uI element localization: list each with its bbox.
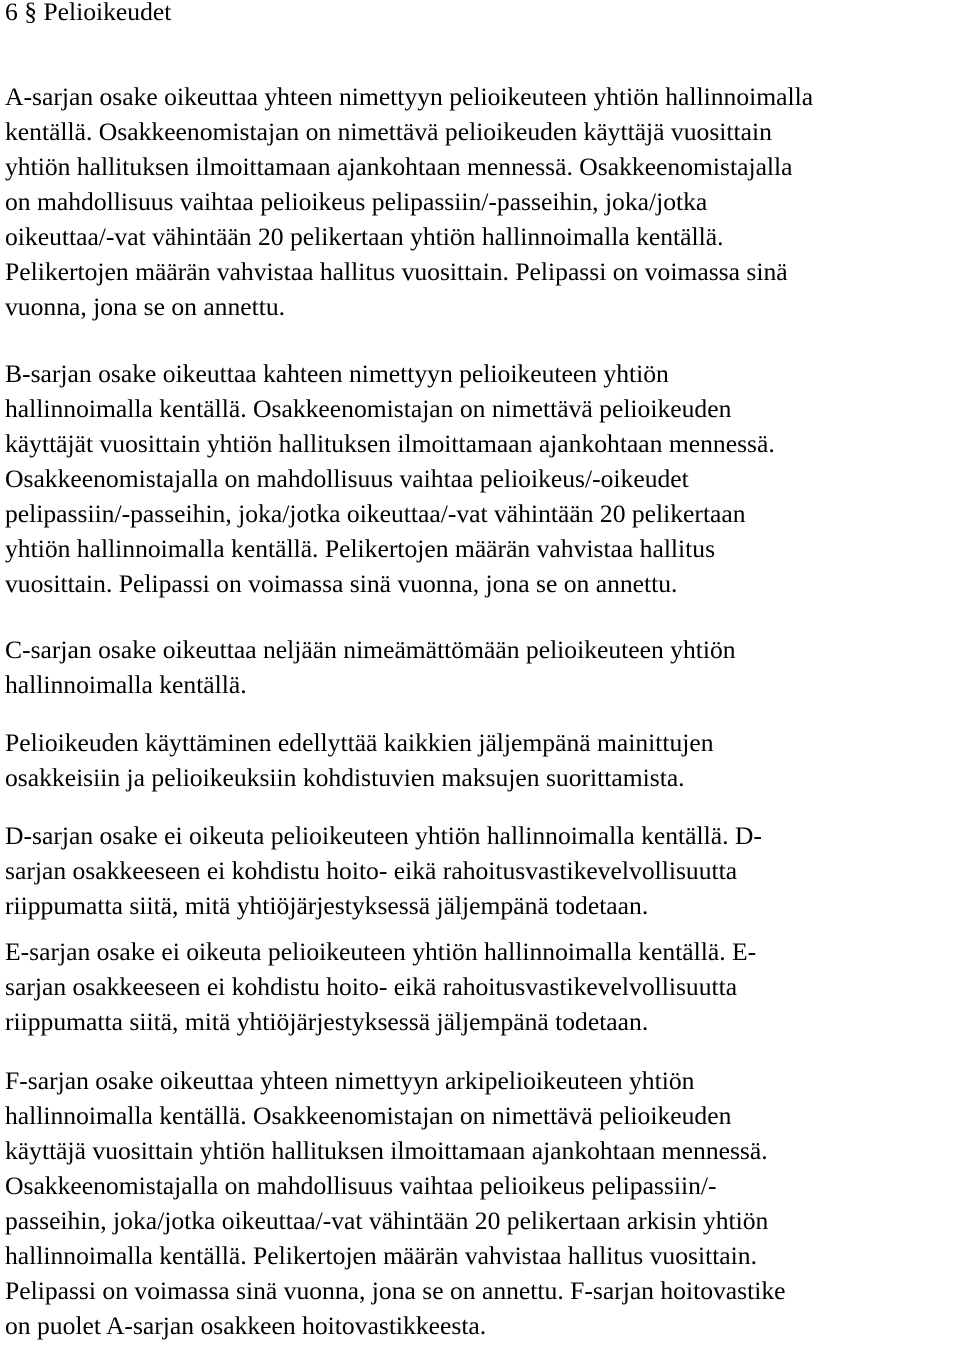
paragraph-line: A-sarjan osake oikeuttaa yhteen nimettyyn pelioikeuteen yhtiön hallinnoimalla xyxy=(5,82,814,111)
paragraph-line: Pelikertojen määrän vahvistaa hallitus vuosittain. Pelipassi on voimassa sinä xyxy=(5,257,788,286)
paragraph-line: passeihin, joka/jotka oikeuttaa/-vat vähintään 20 pelikertaan arkisin yhtiön xyxy=(5,1206,769,1235)
section-title: 6 § Pelioikeudet xyxy=(5,0,172,26)
paragraph-line: osakkeisiin ja pelioikeuksiin kohdistuvien maksujen suorittamista. xyxy=(5,763,685,792)
paragraph-line: hallinnoimalla kentällä. xyxy=(5,670,247,699)
paragraph-line: vuonna, jona se on annettu. xyxy=(5,292,286,321)
paragraph-line: oikeuttaa/-vat vähintään 20 pelikertaan yhtiön hallinnoimalla kentällä. xyxy=(5,222,724,251)
paragraph-line: Pelioikeuden käyttäminen edellyttää kaikkien jäljempänä mainittujen xyxy=(5,728,714,757)
paragraph-line: Osakkeenomistajalla on mahdollisuus vaihtaa pelioikeus pelipassiin/- xyxy=(5,1171,717,1200)
paragraph-line: on mahdollisuus vaihtaa pelioikeus pelipassiin/-passeihin, joka/jotka xyxy=(5,187,708,216)
paragraph-line: yhtiön hallinnoimalla kentällä. Pelikertojen määrän vahvistaa hallitus xyxy=(5,534,716,563)
paragraph-line: käyttäjät vuosittain yhtiön hallituksen ilmoittamaan ajankohtaan mennessä. xyxy=(5,429,775,458)
paragraph-line: F-sarjan osake oikeuttaa yhteen nimettyyn arkipelioikeuteen yhtiön xyxy=(5,1066,695,1095)
paragraph-line: D-sarjan osake ei oikeuta pelioikeuteen yhtiön hallinnoimalla kentällä. D- xyxy=(5,821,762,850)
paragraph-line: B-sarjan osake oikeuttaa kahteen nimettyyn pelioikeuteen yhtiön xyxy=(5,359,669,388)
paragraph-line: sarjan osakkeeseen ei kohdistu hoito- eikä rahoitusvastikevelvollisuutta xyxy=(5,972,738,1001)
paragraph-line: hallinnoimalla kentällä. Osakkeenomistajan on nimettävä pelioikeuden xyxy=(5,394,732,423)
paragraph-line: pelipassiin/-passeihin, joka/jotka oikeuttaa/-vat vähintään 20 pelikertaan xyxy=(5,499,746,528)
paragraph-line: E-sarjan osake ei oikeuta pelioikeuteen yhtiön hallinnoimalla kentällä. E- xyxy=(5,937,757,966)
paragraph-line: vuosittain. Pelipassi on voimassa sinä vuonna, jona se on annettu. xyxy=(5,569,678,598)
paragraph-line: C-sarjan osake oikeuttaa neljään nimeämättömään pelioikeuteen yhtiön xyxy=(5,635,736,664)
paragraph-line: käyttäjä vuosittain yhtiön hallituksen ilmoittamaan ajankohtaan mennessä. xyxy=(5,1136,768,1165)
paragraph-line: sarjan osakkeeseen ei kohdistu hoito- eikä rahoitusvastikevelvollisuutta xyxy=(5,856,738,885)
paragraph-line: kentällä. Osakkeenomistajan on nimettävä pelioikeuden käyttäjä vuosittain xyxy=(5,117,772,146)
paragraph-line: Pelipassi on voimassa sinä vuonna, jona se on annettu. F-sarjan hoitovastike xyxy=(5,1276,786,1305)
paragraph-line: Osakkeenomistajalla on mahdollisuus vaihtaa pelioikeus/-oikeudet xyxy=(5,464,689,493)
paragraph-line: hallinnoimalla kentällä. Osakkeenomistajan on nimettävä pelioikeuden xyxy=(5,1101,732,1130)
paragraph-line: riippumatta siitä, mitä yhtiöjärjestyksessä jäljempänä todetaan. xyxy=(5,1007,649,1036)
paragraph-line: on puolet A-sarjan osakkeen hoitovastikkeesta. xyxy=(5,1311,487,1340)
paragraph-line: hallinnoimalla kentällä. Pelikertojen määrän vahvistaa hallitus vuosittain. xyxy=(5,1241,757,1270)
paragraph-line: riippumatta siitä, mitä yhtiöjärjestyksessä jäljempänä todetaan. xyxy=(5,891,649,920)
paragraph-line: yhtiön hallituksen ilmoittamaan ajankohtaan mennessä. Osakkeenomistajalla xyxy=(5,152,793,181)
